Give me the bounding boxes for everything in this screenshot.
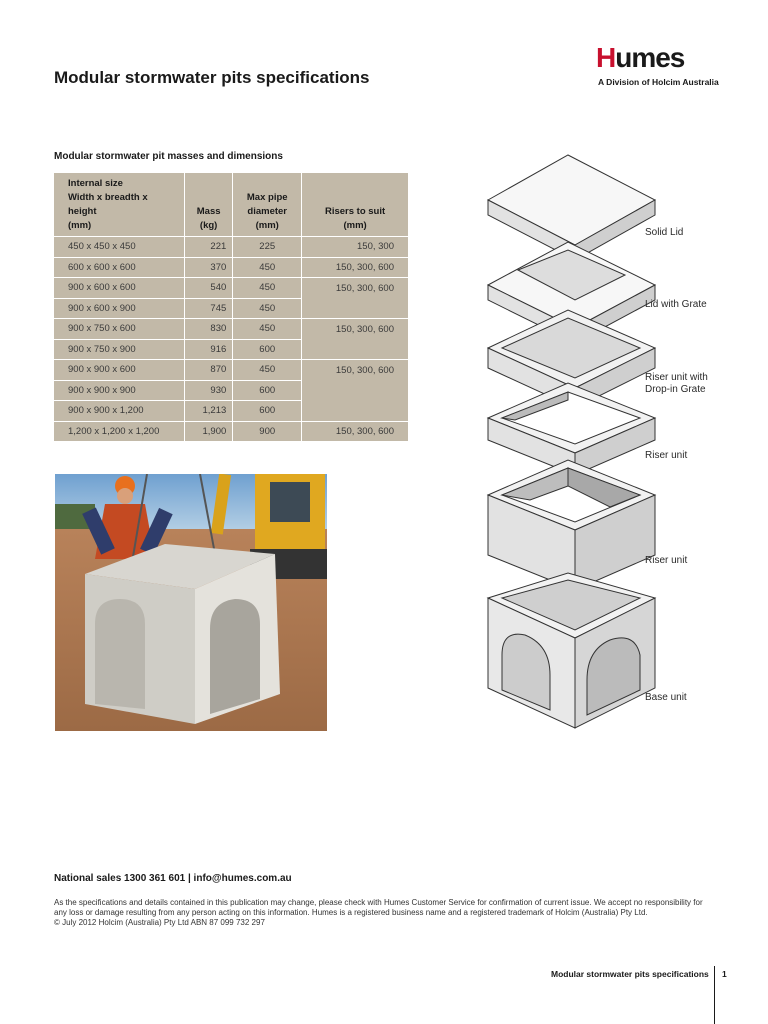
- table-row: [54, 380, 408, 401]
- cell-mass: 930: [185, 380, 233, 401]
- cell-size: 900 x 750 x 900: [54, 339, 185, 360]
- table-row: [54, 298, 408, 319]
- cell-size: 900 x 900 x 600: [54, 360, 185, 381]
- base-unit-shape: [488, 573, 655, 728]
- table-row: [54, 360, 408, 381]
- table-row: [54, 339, 408, 360]
- cell-size: 900 x 750 x 600: [54, 319, 185, 340]
- cell-size: 900 x 600 x 900: [54, 298, 185, 319]
- cell-risers: 150, 300: [302, 237, 408, 258]
- table-row: [54, 257, 408, 278]
- copyright-text: © July 2012 Holcim (Australia) Pty Ltd ABN 87 099 732 297: [54, 918, 265, 927]
- cell-mass: 540: [185, 278, 233, 299]
- label-base-unit: Base unit: [645, 692, 687, 703]
- label-riser-with-grate: Riser unit with Drop-in Grate: [645, 372, 708, 395]
- table-row: [54, 401, 408, 422]
- page-title: Modular stormwater pits specifications: [54, 68, 370, 87]
- concrete-pit-shape: [85, 544, 280, 724]
- cell-risers: 150, 300, 600: [335, 364, 394, 376]
- cell-mass: 370: [185, 257, 233, 278]
- cell-mass: 830: [185, 319, 233, 340]
- cell-mass: 870: [185, 360, 233, 381]
- cell-size: 900 x 600 x 600: [54, 278, 185, 299]
- label-lid-with-grate: Lid with Grate: [645, 299, 707, 310]
- cell-risers: 150, 300, 600: [335, 323, 394, 335]
- page-number: 1: [722, 969, 727, 979]
- table-heading: Modular stormwater pit masses and dimensions: [54, 151, 283, 162]
- label-riser-unit-2: Riser unit: [645, 555, 688, 566]
- cell-pipe: 450: [233, 278, 302, 299]
- cell-pipe: 450: [233, 319, 302, 340]
- pit-exploded-diagram: [480, 150, 768, 740]
- site-photo: [55, 474, 327, 731]
- cell-size: 450 x 450 x 450: [54, 237, 185, 258]
- table-row: [54, 421, 408, 442]
- disclaimer: [54, 898, 714, 928]
- cell-risers: [302, 298, 408, 319]
- cell-pipe: 600: [233, 339, 302, 360]
- footer-title: Modular stormwater pits specifications: [551, 969, 709, 979]
- cell-pipe: 900: [233, 421, 302, 442]
- cell-size: 1,200 x 1,200 x 1,200: [54, 421, 185, 442]
- cell-pipe: 450: [233, 257, 302, 278]
- cell-mass: 1,900: [185, 421, 233, 442]
- cell-size: 900 x 900 x 1,200: [54, 401, 185, 422]
- col-risers: Risers to suit (mm): [302, 173, 408, 237]
- disclaimer-text: As the specifications and details contained in this publication may change, please check with Humes Customer Service for confirmation of current issue. We accept no responsibility for any loss or damage resulting from any person acting on this information. Humes is a registered business name and a registered trademark of Holcim (Australia) Pty Ltd.: [54, 898, 703, 917]
- label-solid-lid: Solid Lid: [645, 227, 684, 238]
- spec-table: [54, 173, 408, 442]
- cell-risers: [302, 401, 408, 422]
- cell-risers: [302, 380, 408, 401]
- cell-pipe: 450: [233, 298, 302, 319]
- cell-mass: 916: [185, 339, 233, 360]
- cell-risers: 150, 300, 600: [302, 257, 408, 278]
- table-header-row: [54, 173, 408, 237]
- col-max-pipe: Max pipe diameter (mm): [233, 173, 302, 237]
- cell-mass: 745: [185, 298, 233, 319]
- table-row: [54, 278, 408, 299]
- cell-mass: 221: [185, 237, 233, 258]
- label-riser-unit-1: Riser unit: [645, 450, 688, 461]
- humes-logo: [596, 42, 719, 92]
- col-internal-size: Internal size Width x breadth x height (mm): [54, 173, 185, 237]
- cell-mass: 1,213: [185, 401, 233, 422]
- col-mass: Mass (kg): [185, 173, 233, 237]
- cell-pipe: 225: [233, 237, 302, 258]
- cell-risers: [302, 339, 408, 360]
- cell-risers: 150, 300, 600: [302, 421, 408, 442]
- footer-divider: [714, 966, 715, 1024]
- cell-size: 900 x 900 x 900: [54, 380, 185, 401]
- cell-pipe: 450: [233, 360, 302, 381]
- logo-wordmark: Humes: [596, 42, 685, 73]
- riser-unit-2-shape: [488, 460, 655, 590]
- table-row: [54, 237, 408, 258]
- contact-line: National sales 1300 361 601 | info@humes.com.au: [54, 873, 292, 884]
- cell-size: 600 x 600 x 600: [54, 257, 185, 278]
- cell-pipe: 600: [233, 380, 302, 401]
- cell-pipe: 600: [233, 401, 302, 422]
- logo-subtitle: A Division of Holcim Australia: [598, 77, 719, 87]
- cell-risers: 150, 300, 600: [335, 282, 394, 294]
- table-row: [54, 319, 408, 340]
